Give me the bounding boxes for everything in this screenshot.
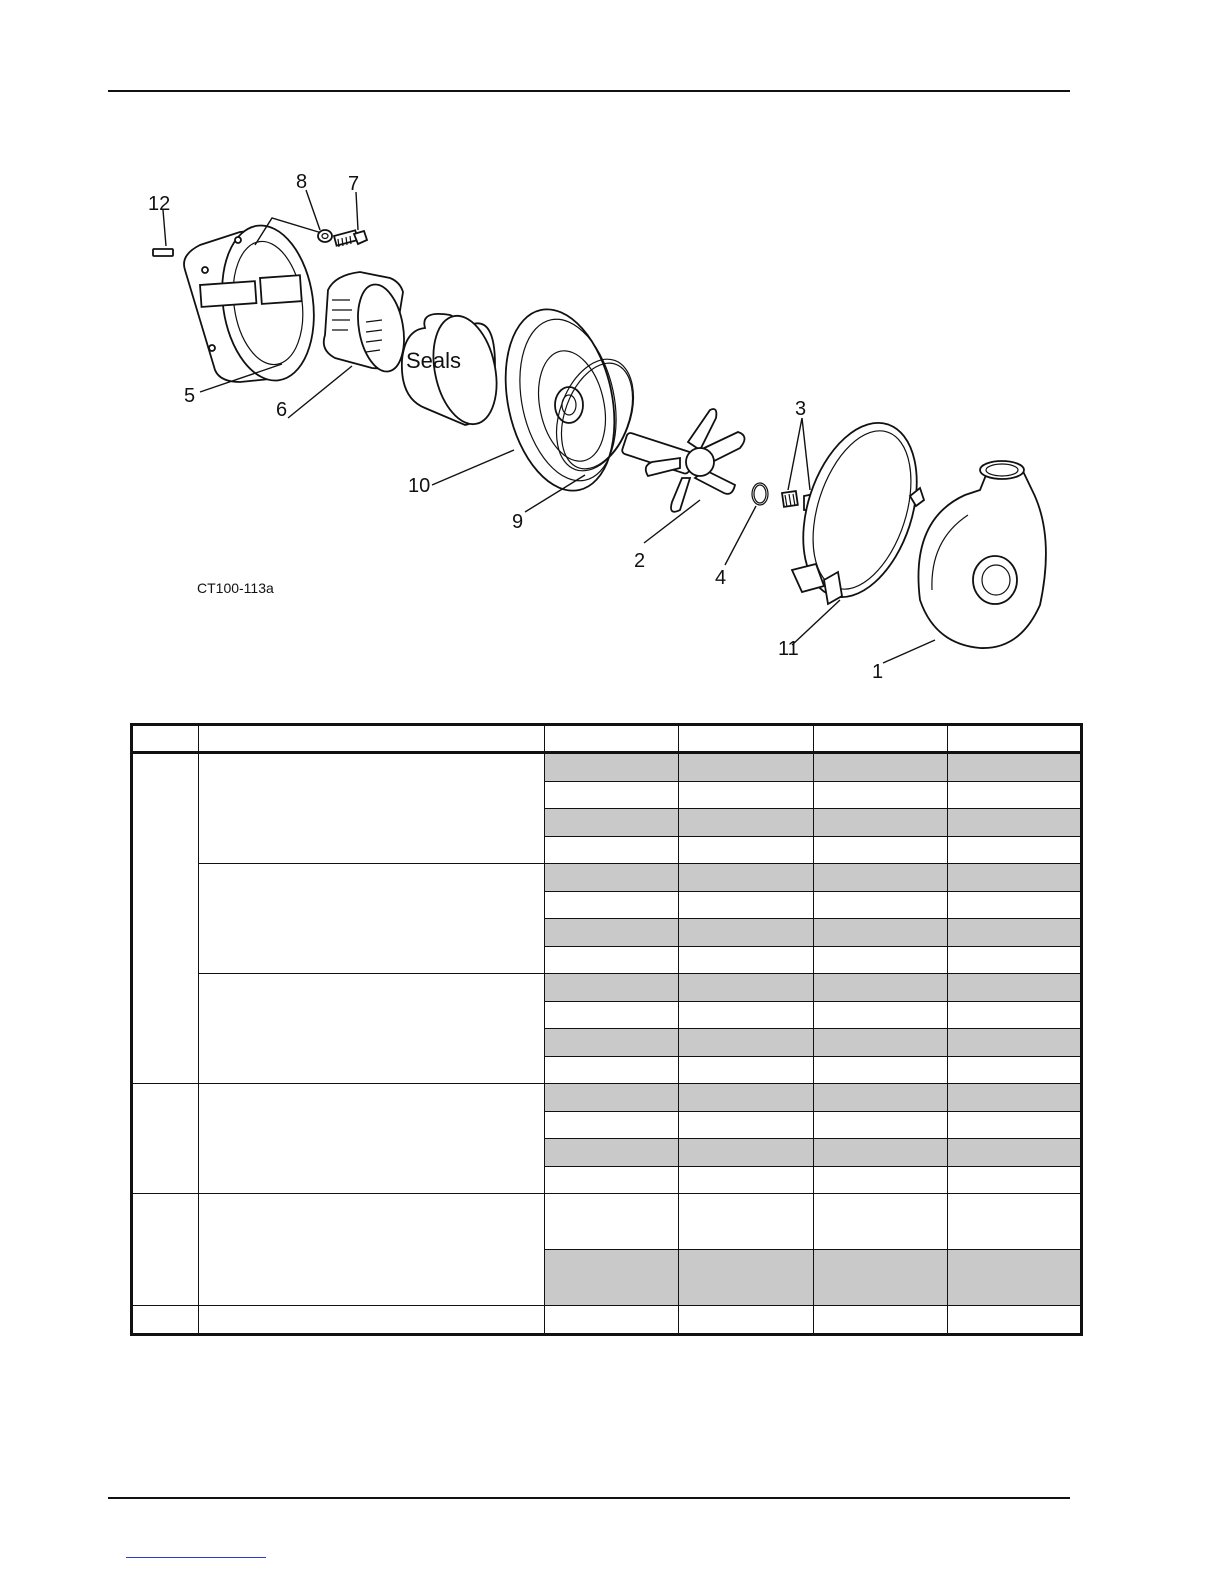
header-col-3 xyxy=(545,725,679,753)
header-col-4 xyxy=(679,725,814,753)
description-cell xyxy=(199,1306,545,1335)
table-cell xyxy=(679,1084,814,1112)
table-cell xyxy=(814,1084,948,1112)
table-cell xyxy=(814,1001,948,1029)
description-cell xyxy=(199,864,545,974)
table-cell xyxy=(545,1306,679,1335)
callout-7: 7 xyxy=(348,173,360,195)
table-cell xyxy=(948,1111,1082,1139)
footer-link-underline[interactable] xyxy=(126,1557,266,1558)
header-rule xyxy=(108,90,1070,92)
table-cell xyxy=(948,1056,1082,1084)
table-cell xyxy=(814,753,948,782)
table-cell xyxy=(679,891,814,919)
table-cell xyxy=(545,836,679,864)
table-cell xyxy=(814,919,948,947)
table-cell xyxy=(545,1194,679,1250)
table-cell xyxy=(545,1250,679,1306)
table-cell xyxy=(679,1056,814,1084)
callout-3: 3 xyxy=(795,398,807,420)
table-cell xyxy=(814,781,948,809)
callout-1: 1 xyxy=(872,661,884,683)
table-cell xyxy=(545,1029,679,1057)
table-cell xyxy=(948,1194,1082,1250)
table-cell xyxy=(545,809,679,837)
table-cell xyxy=(679,1111,814,1139)
table-cell xyxy=(948,1306,1082,1335)
table-cell xyxy=(948,1029,1082,1057)
table-cell xyxy=(679,1029,814,1057)
table-cell xyxy=(948,1084,1082,1112)
table-cell xyxy=(545,1139,679,1167)
table-cell xyxy=(814,1194,948,1250)
table-cell xyxy=(814,974,948,1002)
item-cell xyxy=(132,753,199,1084)
callout-9: 9 xyxy=(512,511,524,533)
callout-11: 11 xyxy=(778,638,799,660)
header-item xyxy=(132,725,199,753)
item-cell xyxy=(132,1306,199,1335)
table-cell xyxy=(814,1250,948,1306)
description-cell xyxy=(199,1084,545,1194)
table-cell xyxy=(679,1250,814,1306)
table-cell xyxy=(545,919,679,947)
table-cell xyxy=(679,1194,814,1250)
table-cell xyxy=(545,946,679,974)
table-cell xyxy=(814,1056,948,1084)
table-row xyxy=(132,1306,1082,1335)
washer-part-8 xyxy=(306,190,332,242)
callout-12: 12 xyxy=(148,193,171,215)
header-col-5 xyxy=(814,725,948,753)
callout-6: 6 xyxy=(276,399,288,421)
table-cell xyxy=(814,1139,948,1167)
clamp-part-11 xyxy=(783,408,938,645)
bolt-part-7 xyxy=(334,192,367,247)
table-cell xyxy=(814,864,948,892)
callout-2: 2 xyxy=(634,550,646,572)
table-header-row xyxy=(132,725,1082,753)
exploded-pump-diagram xyxy=(120,160,1080,700)
table-cell xyxy=(679,864,814,892)
table-cell xyxy=(948,946,1082,974)
table-cell xyxy=(814,836,948,864)
table-cell xyxy=(679,946,814,974)
table-cell xyxy=(679,974,814,1002)
table-cell xyxy=(948,1139,1082,1167)
table-cell xyxy=(948,891,1082,919)
table-row xyxy=(132,974,1082,1002)
table-cell xyxy=(814,946,948,974)
callout-4: 4 xyxy=(715,567,727,589)
table-cell xyxy=(948,809,1082,837)
table-cell xyxy=(545,1111,679,1139)
table-cell xyxy=(948,836,1082,864)
table-row xyxy=(132,864,1082,892)
table-cell xyxy=(679,1166,814,1194)
table-cell xyxy=(679,836,814,864)
table-cell xyxy=(948,864,1082,892)
seals-label: Seals xyxy=(406,348,462,373)
table-cell xyxy=(814,1111,948,1139)
adapter-part-5 xyxy=(184,218,325,392)
table-cell xyxy=(948,753,1082,782)
description-cell xyxy=(199,753,545,864)
table-cell xyxy=(545,974,679,1002)
seals-cylinder xyxy=(402,310,506,430)
key-part-12 xyxy=(153,210,173,256)
table-cell xyxy=(679,753,814,782)
parts-list-table xyxy=(130,723,1083,1336)
table-cell xyxy=(545,1056,679,1084)
table-cell xyxy=(814,1166,948,1194)
callout-10: 10 xyxy=(408,475,431,497)
table-cell xyxy=(814,809,948,837)
table-row xyxy=(132,1084,1082,1112)
table-cell xyxy=(814,891,948,919)
table-cell xyxy=(948,1166,1082,1194)
table-cell xyxy=(545,781,679,809)
table-cell xyxy=(679,1001,814,1029)
table-cell xyxy=(948,919,1082,947)
table-cell xyxy=(545,1084,679,1112)
table-cell xyxy=(948,1001,1082,1029)
table-row xyxy=(132,753,1082,782)
header-col-6 xyxy=(948,725,1082,753)
item-cell xyxy=(132,1084,199,1194)
table-cell xyxy=(679,919,814,947)
oring-part-4 xyxy=(725,483,768,565)
impeller-part-2 xyxy=(621,409,744,543)
table-cell xyxy=(948,974,1082,1002)
header-description xyxy=(199,725,545,753)
table-cell xyxy=(679,1306,814,1335)
callout-8: 8 xyxy=(296,171,308,193)
table-cell xyxy=(545,891,679,919)
table-cell xyxy=(814,1029,948,1057)
table-cell xyxy=(545,1001,679,1029)
callout-5: 5 xyxy=(184,385,196,407)
table-cell xyxy=(545,864,679,892)
table-cell xyxy=(545,1166,679,1194)
table-row xyxy=(132,1194,1082,1250)
description-cell xyxy=(199,1194,545,1306)
footer-rule xyxy=(108,1497,1070,1499)
table-cell xyxy=(679,781,814,809)
item-cell xyxy=(132,1194,199,1306)
table-cell xyxy=(948,1250,1082,1306)
table-cell xyxy=(679,1139,814,1167)
table-cell xyxy=(679,809,814,837)
description-cell xyxy=(199,974,545,1084)
figure-id-label: CT100-113a xyxy=(197,580,274,596)
table-cell xyxy=(948,781,1082,809)
table-cell xyxy=(545,753,679,782)
table-cell xyxy=(814,1306,948,1335)
